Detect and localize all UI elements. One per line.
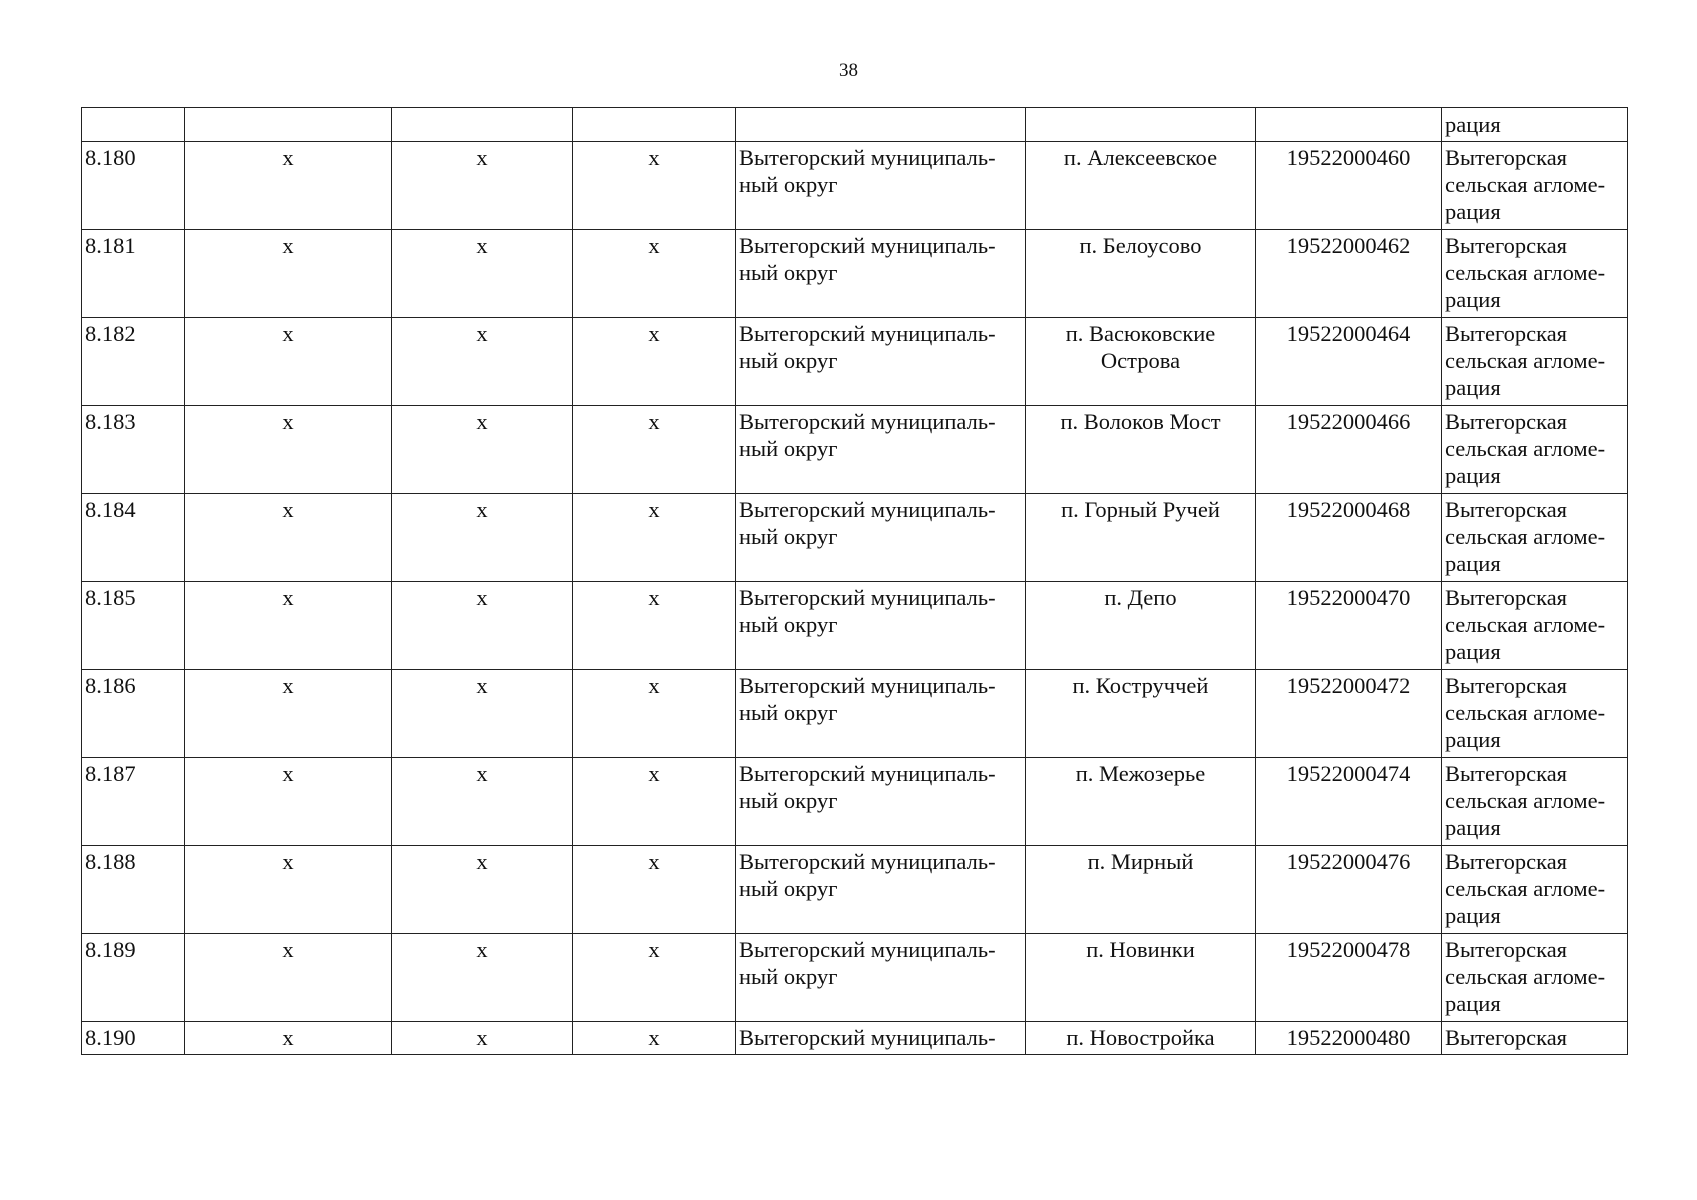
continued-row — [82, 108, 1628, 142]
district-cell: Вытегорский муниципаль-ный округ — [736, 494, 1026, 582]
x-mark-cell: x — [573, 230, 736, 318]
x-mark-cell: x — [185, 230, 392, 318]
x-mark-cell: x — [185, 582, 392, 670]
x-mark-cell: x — [185, 1022, 392, 1055]
x-mark-cell: x — [185, 494, 392, 582]
row-number-cell: 8.182 — [82, 318, 185, 406]
row-number-cell: 8.184 — [82, 494, 185, 582]
agglomeration-cell: Вытегорская сельская агломе-рация — [1442, 318, 1628, 406]
row-number-cell: 8.180 — [82, 142, 185, 230]
row-number-cell: 8.187 — [82, 758, 185, 846]
x-mark-cell: x — [392, 406, 573, 494]
settlement-cell: п. Мирный — [1026, 846, 1256, 934]
x-mark-cell: x — [185, 934, 392, 1022]
x-mark-cell: x — [185, 758, 392, 846]
district-cell: Вытегорский муниципаль-ный округ — [736, 670, 1026, 758]
x-mark-cell: x — [392, 494, 573, 582]
oktmo-code-cell: 19522000462 — [1256, 230, 1442, 318]
settlement-cell: п. Депо — [1026, 582, 1256, 670]
settlement-cell: п. Белоусово — [1026, 230, 1256, 318]
agglomeration-cell: Вытегорская — [1442, 1022, 1628, 1055]
table-row — [82, 1022, 1628, 1055]
x-mark-cell: x — [392, 1022, 573, 1055]
oktmo-code-cell: 19522000476 — [1256, 846, 1442, 934]
agglomeration-cell-continued: рация — [1442, 108, 1628, 142]
empty-cell — [392, 108, 573, 142]
x-mark-cell: x — [185, 318, 392, 406]
x-mark-cell: x — [185, 846, 392, 934]
oktmo-code-cell: 19522000460 — [1256, 142, 1442, 230]
district-cell: Вытегорский муниципаль-ный округ — [736, 934, 1026, 1022]
agglomeration-cell: Вытегорская сельская агломе-рация — [1442, 758, 1628, 846]
oktmo-code-cell: 19522000472 — [1256, 670, 1442, 758]
table-row — [82, 934, 1628, 1022]
oktmo-code-cell: 19522000470 — [1256, 582, 1442, 670]
x-mark-cell: x — [573, 318, 736, 406]
agglomeration-cell: Вытегорская сельская агломе-рация — [1442, 582, 1628, 670]
settlement-cell: п. Волоков Мост — [1026, 406, 1256, 494]
agglomeration-cell: Вытегорская сельская агломе-рация — [1442, 670, 1628, 758]
table-row — [82, 230, 1628, 318]
x-mark-cell: x — [573, 494, 736, 582]
row-number-cell: 8.181 — [82, 230, 185, 318]
empty-cell — [1026, 108, 1256, 142]
settlement-cell: п. Межозерье — [1026, 758, 1256, 846]
x-mark-cell: x — [573, 406, 736, 494]
settlement-cell: п. Коструччей — [1026, 670, 1256, 758]
x-mark-cell: x — [392, 142, 573, 230]
empty-cell — [1256, 108, 1442, 142]
settlement-cell: п. Васюковские Острова — [1026, 318, 1256, 406]
oktmo-code-cell: 19522000468 — [1256, 494, 1442, 582]
x-mark-cell: x — [573, 758, 736, 846]
agglomeration-cell: Вытегорская сельская агломе-рация — [1442, 230, 1628, 318]
oktmo-code-cell: 19522000474 — [1256, 758, 1442, 846]
agglomeration-cell: Вытегорская сельская агломе-рация — [1442, 934, 1628, 1022]
empty-cell — [185, 108, 392, 142]
x-mark-cell: x — [185, 670, 392, 758]
settlement-cell: п. Горный Ручей — [1026, 494, 1256, 582]
oktmo-code-cell: 19522000466 — [1256, 406, 1442, 494]
table-row — [82, 406, 1628, 494]
table-row — [82, 670, 1628, 758]
table-row — [82, 582, 1628, 670]
table-row — [82, 318, 1628, 406]
x-mark-cell: x — [573, 1022, 736, 1055]
settlement-cell: п. Новинки — [1026, 934, 1256, 1022]
district-cell: Вытегорский муниципаль-ный округ — [736, 758, 1026, 846]
row-number-cell: 8.185 — [82, 582, 185, 670]
district-cell: Вытегорский муниципаль-ный округ — [736, 318, 1026, 406]
agglomeration-cell: Вытегорская сельская агломе-рация — [1442, 494, 1628, 582]
settlement-cell: п. Алексеевское — [1026, 142, 1256, 230]
x-mark-cell: x — [573, 934, 736, 1022]
table-row — [82, 846, 1628, 934]
oktmo-code-cell: 19522000464 — [1256, 318, 1442, 406]
row-number-cell: 8.188 — [82, 846, 185, 934]
row-number-cell: 8.190 — [82, 1022, 185, 1055]
settlements-table — [81, 107, 1628, 1055]
district-cell: Вытегорский муниципаль-ный округ — [736, 142, 1026, 230]
agglomeration-cell: Вытегорская сельская агломе-рация — [1442, 846, 1628, 934]
x-mark-cell: x — [573, 670, 736, 758]
row-number-cell: 8.183 — [82, 406, 185, 494]
district-cell: Вытегорский муниципаль-ный округ — [736, 582, 1026, 670]
x-mark-cell: x — [185, 142, 392, 230]
agglomeration-cell: Вытегорская сельская агломе-рация — [1442, 406, 1628, 494]
x-mark-cell: x — [185, 406, 392, 494]
empty-cell — [82, 108, 185, 142]
row-number-cell: 8.186 — [82, 670, 185, 758]
district-cell: Вытегорский муниципаль-ный округ — [736, 230, 1026, 318]
table-body — [82, 108, 1628, 1055]
district-cell: Вытегорский муниципаль- — [736, 1022, 1026, 1055]
x-mark-cell: x — [392, 758, 573, 846]
table-row — [82, 142, 1628, 230]
x-mark-cell: x — [392, 846, 573, 934]
page-number: 38 — [839, 60, 858, 81]
row-number-cell: 8.189 — [82, 934, 185, 1022]
x-mark-cell: x — [392, 582, 573, 670]
settlement-cell: п. Новостройка — [1026, 1022, 1256, 1055]
empty-cell — [573, 108, 736, 142]
x-mark-cell: x — [573, 846, 736, 934]
table-row — [82, 758, 1628, 846]
district-cell: Вытегорский муниципаль-ный округ — [736, 406, 1026, 494]
empty-cell — [736, 108, 1026, 142]
x-mark-cell: x — [392, 934, 573, 1022]
x-mark-cell: x — [573, 582, 736, 670]
x-mark-cell: x — [392, 318, 573, 406]
district-cell: Вытегорский муниципаль-ный округ — [736, 846, 1026, 934]
oktmo-code-cell: 19522000478 — [1256, 934, 1442, 1022]
x-mark-cell: x — [392, 230, 573, 318]
oktmo-code-cell: 19522000480 — [1256, 1022, 1442, 1055]
agglomeration-cell: Вытегорская сельская агломе-рация — [1442, 142, 1628, 230]
table-row — [82, 494, 1628, 582]
x-mark-cell: x — [392, 670, 573, 758]
x-mark-cell: x — [573, 142, 736, 230]
